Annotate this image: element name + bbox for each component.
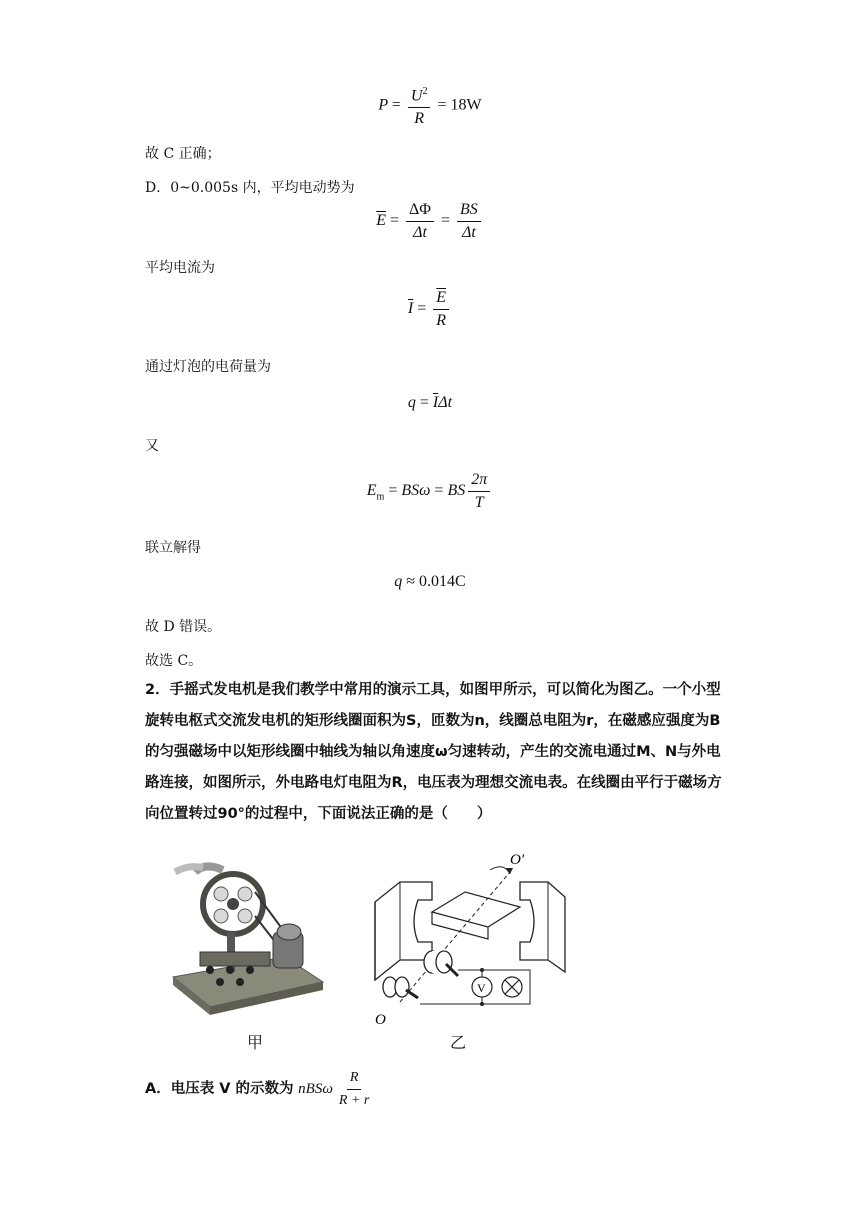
- formula-em: $E_m = BS\omega$ = BS $\frac{2\pi}{T}$: [0, 470, 860, 513]
- question-number: 2．: [145, 682, 170, 698]
- formula-avg-emf: $\overline{E}$ = $\frac{\Delta\Phi}{\Delta t}$ = $\frac{BS}{\Delta t}$: [0, 200, 860, 243]
- text-charge: 通过灯泡的电荷量为: [145, 359, 271, 375]
- text-choose: 故选 C。: [145, 653, 203, 669]
- caption-right: 乙: [450, 1033, 467, 1052]
- text-d-intro: D．0~0.005s 内，平均电动势为: [145, 180, 355, 196]
- text-also: 又: [145, 438, 159, 454]
- formula-result: q ≈ 0.014C: [394, 573, 466, 590]
- text-solve: 联立解得: [145, 540, 201, 556]
- text-c-correct: 故 C 正确；: [145, 146, 221, 162]
- label-o: O: [375, 1012, 386, 1028]
- question-text: 手摇式发电机是我们教学中常用的演示工具，如图甲所示，可以简化为图乙。一个小型旋转电枢式交流发电机的矩形线圈面积为S，匝数为n，线圈总电阻为r，在磁感应强度为B的匀强磁场中以矩形线圈中轴线为轴以角速度ω匀速转动，产生的交流电通过M、N与外电路连接，如图所示，外电路电灯电阻为R，电压表为理想交流电表。在线圈由平行于磁场方向位置转过90°的过程中，下面说法正确的是（ ）: [145, 682, 722, 822]
- option-a-label: A．电压表 V 的示数为: [145, 1080, 294, 1097]
- text-avg-current: 平均电流为: [145, 260, 215, 276]
- question-2: [145, 675, 725, 830]
- label-o-prime: O′: [510, 852, 525, 868]
- formula-charge: $q = \overline{I}\Delta t$: [407, 394, 453, 411]
- option-a: A．电压表 V 的示数为 nBSω $\frac{R}{R + r}$: [145, 1070, 370, 1108]
- voltmeter-label: V: [477, 981, 486, 995]
- formula-avg-current: $\overline{I}$ = $\frac{\overline{E}}{R}$: [0, 288, 860, 331]
- hand-crank-generator-photo: [155, 852, 325, 1017]
- generator-schematic-diagram: [370, 852, 570, 1037]
- caption-left: 甲: [247, 1033, 264, 1052]
- text-d-wrong: 故 D 错误。: [145, 619, 222, 635]
- formula-power: P = $\frac{U^2}{R}$ = 18W: [0, 82, 860, 129]
- question-figure: [155, 852, 575, 1052]
